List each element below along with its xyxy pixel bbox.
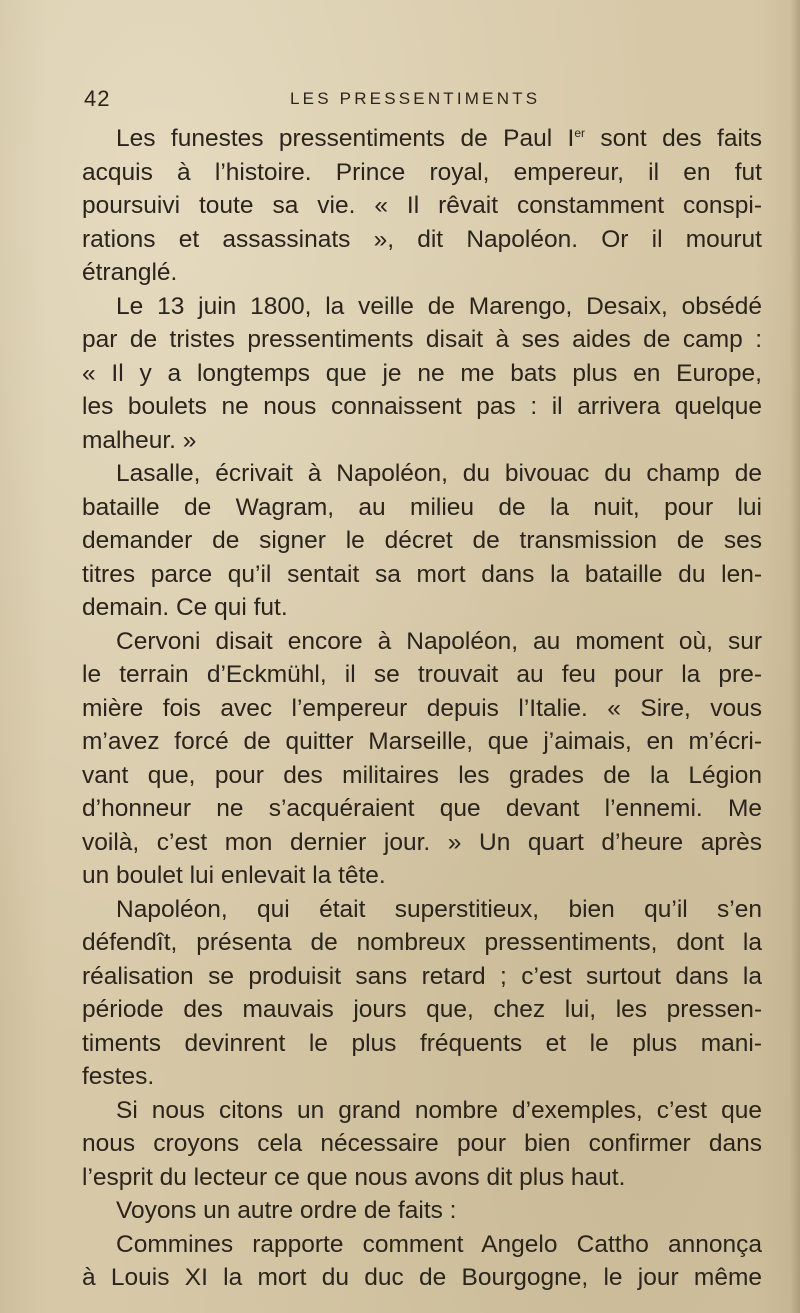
text-line: le terrain d’Eckmühl, il se trouvait au feu pour la pre- [82,661,762,688]
text-line [82,122,762,156]
text-line-part: sont des faits [585,125,762,152]
body-text [82,122,762,1295]
text-line: Cervoni disait encore à Napoléon, au moment où, sur [116,627,762,655]
text-line: titres parce qu’il sentait sa mort dans la bataille du len- [82,560,762,588]
text-line: période des mauvais jours que, chez lui, les pressen- [82,996,762,1023]
text-line: défendît, présenta de nombreux pressentiments, dont la [82,929,762,956]
text-line: mière fois avec l’empereur depuis l’Italie. « Sire, vous [82,694,762,722]
text-line: un boulet lui enlevait la tête. [82,862,386,889]
text-line: réalisation se produisit sans retard ; c’est surtout dans la [82,962,762,990]
text-line: Lasalle, écrivait à Napoléon, du bivouac du champ de [116,460,762,487]
text-line: « Il y a longtemps que je ne me bats plus en Europe, [82,359,762,387]
text-line: Si nous citons un grand nombre d’exemples, c’est que [116,1096,762,1124]
text-line: acquis à l’histoire. Prince royal, empereur, il en fut [82,158,762,186]
text-line: festes. [82,1063,155,1090]
text-line: voilà, c’est mon dernier jour. » Un quart d’heure après [82,828,762,856]
text-line-part: Les funestes pressentiments de Paul I [116,125,575,152]
text-line: Le 13 juin 1800, la veille de Marengo, Desaix, obsédé [116,292,762,320]
text-line: Commines rapporte comment Angelo Cattho annonça [116,1230,762,1258]
page-number: 42 [84,86,111,111]
text-line: les boulets ne nous connaissent pas : il arrivera quelque [82,393,762,420]
text-line: Voyons un autre ordre de faits : [116,1197,457,1224]
text-line: poursuivi toute sa vie. « Il rêvait constamment conspi- [82,192,762,219]
text-line: vant que, pour des militaires les grades de la Légion [82,761,762,789]
superscript: er [574,126,586,140]
text-line: timents devinrent le plus fréquents et le plus mani- [82,1029,762,1057]
text-line: nous croyons cela nécessaire pour bien confirmer dans [82,1130,762,1157]
text-line: à Louis XI la mort du duc de Bourgogne, le jour même [82,1264,762,1291]
text-line: Napoléon, qui était superstitieux, bien qu’il s’en [116,895,762,923]
running-head [84,86,764,116]
text-line: malheur. » [82,426,197,454]
text-line: rations et assassinats », dit Napoléon. Or il mourut [82,225,762,253]
text-line: demander de signer le décret de transmission de ses [82,527,762,554]
text-line: d’honneur ne s’acquéraient que devant l’ennemi. Me [82,795,762,822]
text-line: l’esprit du lecteur ce que nous avons dit plus haut. [82,1163,626,1191]
text-line: bataille de Wagram, au milieu de la nuit, pour lui [82,493,762,521]
text-line: demain. Ce qui fut. [82,594,288,621]
text-line: étranglé. [82,259,178,286]
text-line: par de tristes pressentiments disait à ses aides de camp : [82,326,762,353]
section-title: LES PRESSENTIMENTS [290,89,541,108]
page-edge-shadow [790,0,800,1313]
text-line: m’avez forcé de quitter Marseille, que j’aimais, en m’écri- [82,728,762,755]
